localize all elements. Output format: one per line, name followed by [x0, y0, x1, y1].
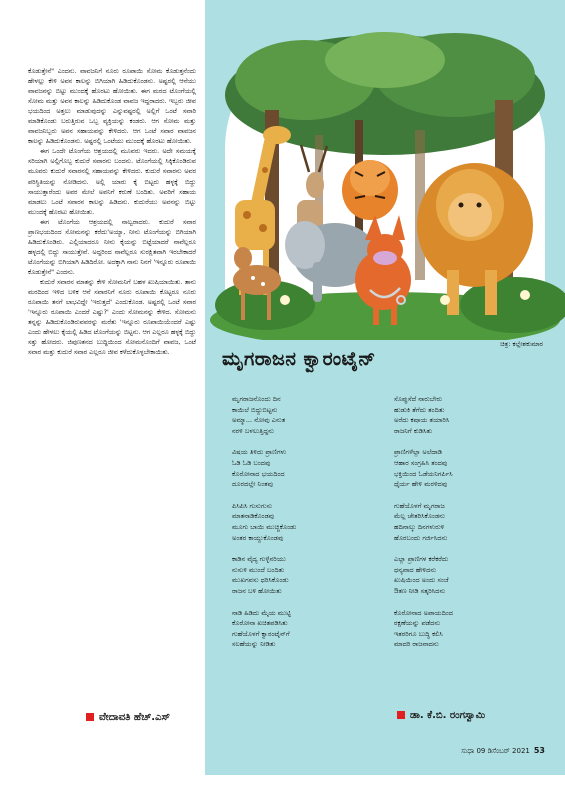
poem-line: ಆಹಾರ ಸಂಗ್ರಹಿಸಿ ತಂದವು: [394, 458, 448, 467]
poem-line: ಪ್ರಾಣಿಗಳೆಲ್ಲಾ ಅಲೆದಾಡಿ: [394, 448, 443, 457]
poem-line: ಹೊರಬಂದು ಗರ್ಜಿಸಿದನು: [394, 533, 448, 542]
poem-line: ದೂರದಲ್ಲೇ ನಿಂತವು: [232, 480, 273, 489]
poem-stanza: [394, 554, 544, 596]
poem-column-1: [232, 394, 382, 661]
poem-line: ಎಲ್ಲಾ ಪ್ರಾಣಿಗಳ ಕರೆಕರೆದು: [394, 555, 449, 564]
poem-line: ಔತಣ ನೀಡಿ ಸತ್ಕರಿಸಿದನು: [394, 586, 446, 595]
poem-author-name: ಡಾ. ಕೆ.ಬಿ. ರಂಗಸ್ವಾಮಿ: [410, 710, 486, 721]
poem-stanza: [394, 501, 544, 543]
poem-line: ಸೊಪ್ಪುಸೆದೆ ನಾರುಬೇರು: [394, 395, 443, 403]
poem-line: ಮಾತನಾಡಿಕೊಂಡವು: [232, 512, 275, 521]
poem-line: ಕಾಯಿಲೆ ಬಿದ್ದುಬಿಟ್ಟನು: [232, 405, 278, 414]
poem-line: ಅಮ್ಮಾ... ನೋವು ಎನುತ: [232, 416, 286, 425]
poem-line: ಗುಹೆಯೊಳಗೆ ಮೃಗರಾಜ: [394, 501, 445, 510]
poem-column-2: [394, 394, 544, 661]
poem-panel: [205, 0, 565, 775]
tiger-figure: [342, 160, 398, 220]
page-footer: [461, 746, 545, 756]
poem-line: ಕೊರೋನಾದ ಭಯದಿಂದ: [232, 469, 285, 478]
poem-line: ಗುಹೆಯೊಳಗೆ ಕ್ವಾರಂಟೈನ್‌ಗೆ: [232, 629, 290, 638]
story-author: [86, 712, 170, 723]
poem-stanza: [232, 608, 382, 650]
poem-stanza: [232, 394, 382, 436]
poem-stanza: [232, 501, 382, 543]
poem-line: ನುಸುಳಿ ಮುಂದೆ ಬಂದಿತು: [232, 565, 285, 574]
story-paragraph: ಕೊಡುತ್ತೇನೆ" ಎಂದನು. ವಾವಜನಿಗೆ ನೂರು ರೂಪಾಯಿ ಸೋಮ ಕೊಡುತ್ತನೆಂದು ಹೇಳಲ್ಲು ಕೇಳಿ ಅವನ ಕಾಲನ್ನು ಬಿಗಿಯಾಗಿ ಹಿಡಿದುಕೊಂಡನು. ಅಷ್ಟರಲ್ಲಿ ಆನೆಯು ವಾವಜನನ್ನು ಬಿಟ್ಟು ಮುಂದಕ್ಕೆ ಹೊರಟು ಹೋಯಿತು. ಈಗ ಮರದ ಟೊಂಗೆಯಲ್ಲಿ ಸೋಮ ಮತ್ತು ಅವನ ಕಾಲನ್ನು ಹಿಡಿದುಕೊಂಡ ವಾವಜ ಇದ್ದರಾದರು. ಇಬ್ಬರು ಜೀವ ಭಯದಿಂದ ಅತ್ತಲು ಮಾಡುವುದನ್ನು ಎನ್ನುವಷ್ಟರಲ್ಲಿ ಅಲ್ಲಿಗೆ ಒಂಟೆ ಸವಾರಿ ಮಾಡಿಕೊಂಡು ಬರುತ್ತಿರುವ ಒಬ್ಬ ವ್ಯಕ್ತಿಯನ್ನು ಕಂಡರು. ಆಗ ಸೋಮ ಮತ್ತು ವಾವಜನಿಬ್ಬರು ಅವನ ಸಹಾಯವನ್ನು ಕೇಳಿದರು. ಆಗ ಒಂಟೆ ಸವಾರ ವಾವಜನ ಕಾಲನ್ನು ಹಿಡಿದುಕೊಂಡನು. ಅಷ್ಟರಲ್ಲಿ ಒಂಟೆಯು ಮುಂದಕ್ಕೆ ಹೊರಟು ಹೋಯಿತು.: [28, 67, 196, 146]
publication-date: ಸುಧಾ 09 ಡಿಸೆಂಬರ್ 2021: [461, 747, 530, 755]
poem-line: ಪಿಸಿಪಿಸಿ ಗುಸುಗುಸು: [232, 501, 273, 510]
poem-line: ಧೈರ್ಯ ಹೇಳಿ ಮರಳಿದವು: [394, 480, 448, 489]
poem-line: ಧನ್ಯವಾದ ಹೇಳಿದನು: [394, 565, 437, 574]
red-square-bullet-icon: [86, 713, 94, 721]
poem-line: ಭಕ್ತಿಯಿಂದ ಓಡೆಯನಿಗರ್ಪಿಸಿ: [394, 469, 453, 478]
poem-line: ರಾಜನಿಗೆ ಕುಡಿಸಿತು: [394, 426, 433, 435]
poem-author: [397, 710, 485, 721]
poem-stanza: [394, 608, 544, 650]
poem-line: ಮಾದರಿ ರಾಜನಾದನು: [394, 640, 439, 649]
poem-line: ಸಲಹೆಯನ್ನು ನೀಡಿತು: [232, 640, 276, 649]
poem-line: ಇತರರಿಗೂ ಬುದ್ಧಿ ಕಲಿಸಿ: [394, 629, 443, 638]
story-author-name: ವೇದಾವತಿ ಹೆಚ್.ಎಸ್: [99, 712, 171, 723]
story-paragraph: ಈಗ ಒಂದೇ ಟೊಂಗೆಯ ಆಶ್ರಯದಲ್ಲಿ ಮೂವರು ಇದರು. ಅದೇ ಸಮಯಕ್ಕೆ ಸರಿಯಾಗಿ ಅಲ್ಲಿಗೊಬ್ಬ ಕುದುರೆ ಸವಾರನು ಬಂದನು. ಟೊಂಗೆಯಲ್ಲಿ ಸಿಕ್ಕಿಕೊಂಡಿರುವ ಮೂವರು ಕುದುರೆ ಸವಾರನಲ್ಲಿ ಸಹಾಯವನ್ನು ಕೇಳಿದರು. ಕುದುರೆ ಸವಾರನು ಅವರ ಪರಿಸ್ಥಿತಿಯನ್ನು ನೋಡಿದನು. ಅಲ್ಲಿ ಯಾರು ಕೈ ಬಿಟ್ಟರು ಹಳ್ಳಕ್ಕೆ ಬಿದ್ದು ಸಾಯುತ್ತಾರೆಂದು ಅವರ ಮೇಲೆ ಅವನಿಗೆ ಕರುಣೆ ಬಂದಿತು. ಅವರಿಗೆ ಸಹಾಯ ಮಾಡಲು ಒಂಟೆ ಸವಾರನ ಕಾಲನ್ನು ಹಿಡಿದನು. ಕುದುರೆಯು ಅವನನ್ನು ಬಿಟ್ಟು ಮುಂದಕ್ಕೆ ಹೊರಟು ಹೋಯಿತು.: [28, 147, 196, 216]
poem-line: ಅಂತರ ಕಾಯ್ದುಕೊಂಡವು: [232, 533, 284, 542]
poem-line: ಹದಿನಾಲ್ಕು ದಿನಗಳುರುಳಿ: [394, 522, 445, 531]
illustrator-credit: ಚಿತ್ರ: ಕಲ್ಲೇಶಕುಮಾರ: [500, 340, 543, 348]
poem-line: ರಾಜನ ಬಳಿ ಹೋಯಿತು: [232, 586, 282, 595]
poem-line: ನಾಡಿ ಹಿಡಿದು ಮೈಯ ಮುಟ್ಟಿ: [232, 608, 291, 617]
poem-line: ವಿಷಯ ತಿಳಿದು ಪ್ರಾಣಿಗಳು: [232, 448, 287, 457]
poem-line: ಓಡಿ ಓಡಿ ಬಂದವು: [232, 458, 271, 467]
poem-line: ನರಳಿ ಬಳಲುತ್ತಿದ್ದನು: [232, 426, 274, 435]
poem-line: ಮೂಗು ಬಾಯಿ ಮುಚ್ಚಿಕೊಂಡು: [232, 522, 297, 531]
poem-line: ಹುಡುಕಿ ತೆಗೆದು ತಂದಿತು: [394, 405, 445, 414]
poem-stanza: [232, 447, 382, 489]
poem-line: ಕೊರೋನಾ ಖಚಿತಪಡಿಸಿತು: [232, 619, 288, 628]
poem-line: ಖುಷಿಯಿಂದ ಅಂದು ಸಂಜೆ: [394, 576, 449, 585]
page-number: 53: [533, 746, 545, 755]
poem-line: ಕೊರೋನಾದ ಅಪಾಯದಿಂದ: [394, 608, 454, 617]
poem-stanza: [394, 447, 544, 489]
poem-line: ಮುಖಗವಸು ಧರಿಸಿಕೊಂಡು: [232, 576, 289, 585]
story-text-column: [28, 66, 196, 357]
jungle-animals-illustration: [205, 0, 565, 340]
poem-title: ಮೃಗರಾಜನ ಕ್ವಾರಂಟೈನ್: [222, 348, 376, 370]
poem-line: ಕಾಡಿನ ವೈದ್ಯ ಗುಳ್ಳೆನರಿಯು: [232, 555, 286, 564]
red-square-bullet-icon: [397, 711, 405, 719]
poem-line: ರಕ್ಷಣೆಯನ್ನು ಪಡೆದನು: [394, 619, 441, 628]
poem-stanza: [394, 394, 544, 436]
poem-line: ಅರೆದು ಕಷಾಯ ತಯಾರಿಸಿ: [394, 416, 450, 425]
story-paragraph: ಕುದುರೆ ಸವಾರನ ಮಾತನ್ನು ಕೇಳಿ ಸೋಮನಿಗೆ ಬಹಳ ಖುಷಿಯಾಯಿತು. ತಾನು ಮರದಿಂದ ಇಳಿದ ಬಳಿಕ ಆನೆ ಸವಾರನಿಗೆ ನೂರು ರೂಪಾಯಿ ಕೊಟ್ಟರೂ ನೂರು ರೂಪಾಯಿ ತನಗೆ ಲಾಭವಿದ್ದೇ 'ಇರುತ್ತದೆ' ಎಂದುಕೊಂಡ. ಅಷ್ಟರಲ್ಲಿ ಒಂಟೆ ಸವಾರ 'ಇನ್ನೂರು ರೂಪಾಯಿ ಎಂದರೆ ಎಷ್ಟು?' ಎಂದು ಸೋಮನನ್ನು ಕೇಳಿದ. ಸೋಮನು ತನ್ನನ್ನು ಹಿಡಿದುಕೊಂಡಿರುವವರನ್ನು ಮರೆತು 'ಇನ್ನೂರು ರೂಪಾಯಿಯೆಂದರೆ ಎಷ್ಟು ಎಂದು ಹೇಳಲು ಕೈಯಲ್ಲಿ ಹಿಡಿದ ಟೊಂಗೆಯನ್ನು ಬಿಟ್ಟನು. ಆಗ ಎಲ್ಲರೂ ಹಳ್ಳಕ್ಕೆ ಬಿದ್ದು ಸತ್ತು ಹೋದರು. ಜಿಪುಣತನದ ಬುದ್ಧಿಯಿಂದ ಸೋಮನೊಂದಿಗೆ ವಾವಜ, ಒಂಟೆ ಸವಾರ ಮತ್ತು ಕುದುರೆ ಸವಾರ ಎಲ್ಲರೂ ಜೀವ ಕಳೆದುಕೊಳ್ಳಬೇಕಾಯಿತು.: [28, 277, 196, 357]
story-paragraph: ಈಗ ಟೊಂಗೆಯ ಆಶ್ರಯದಲ್ಲಿ ನಾಲ್ವರಾದರು. ಕುದುರೆ ಸವಾರ ಪ್ರಾಣಭಯದಿಂದ ಸೋಮನನ್ನು ಕರೆದು'ಅಯ್ಯಾ, ನೀನು ಟೊಂಗೆಯನ್ನು ಬಿಗಿಯಾಗಿ ಹಿಡಿದುಕೊಂಡಿರು. ಎಲ್ಲಿಯಾದರೂ ನೀನು ಕೈಯನ್ನು ಬಿಟ್ಟೆಯಾದರೆ ನಾವೆಲ್ಲರೂ ಹಳ್ಳದಲ್ಲಿ ಬಿದ್ದು ಸಾಯುತ್ತೇವೆ. ಅದ್ದರಿಂದ ನಾವೆಲ್ಲರೂ ಸುರಕ್ಷಿತವಾಗಿ ಇರಬೇಕಾದರೆ ಟೊಂಗೆಯನ್ನು ಬಿಗಿಯಾಗಿ ಹಿಡಿದಿರೋ. ಅದಕ್ಕಾಗಿ ನಾನು ನಿನಗೆ 'ಇನ್ನೂರು ರೂಪಾಯಿ ಕೊಡುತ್ತೇನೆ" ಎಂದನು.: [28, 217, 196, 276]
poem-stanza: [232, 554, 382, 596]
poem-line: ಮೆಲ್ಲ ಚೇತರಿಸಿಕೊಂಡನು: [394, 512, 445, 521]
poem-line: ಮೃಗರಾಜನೊಂದು ದಿನ: [232, 395, 281, 403]
